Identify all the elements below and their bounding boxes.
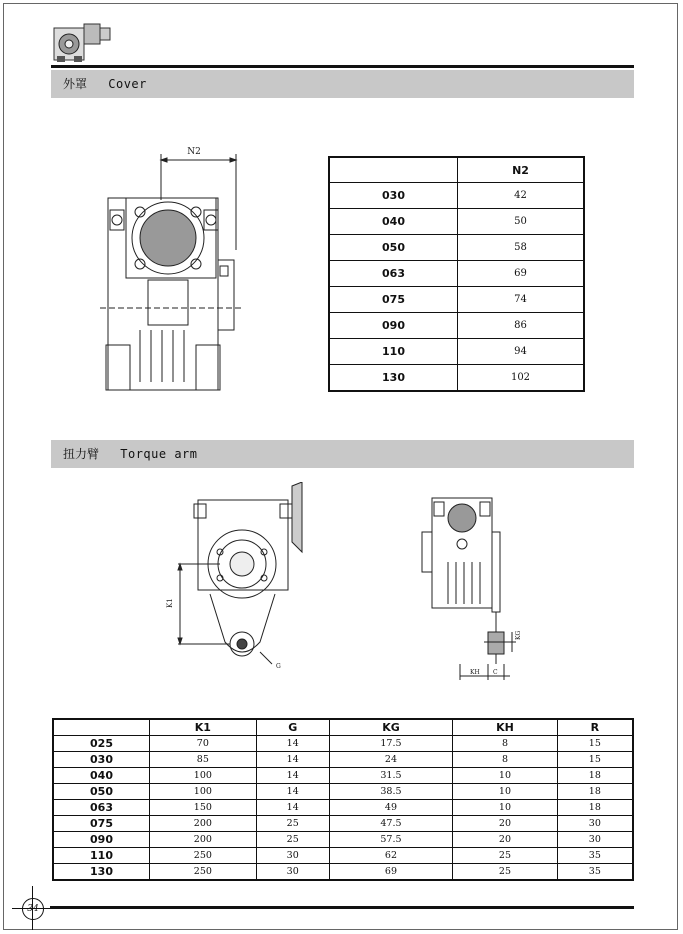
table-row [53,864,633,881]
section-title-zh: 外罩 [63,77,88,91]
value-cell: 20 [453,832,557,848]
value-cell: 35 [557,864,633,881]
size-cell: 040 [53,768,150,784]
size-cell: 090 [53,832,150,848]
value-cell: 49 [329,800,453,816]
top-rule [51,65,634,68]
size-cell: 063 [329,261,458,287]
value-cell: 50 [458,209,585,235]
size-cell: 110 [329,339,458,365]
value-cell: 70 [150,736,257,752]
table-row [53,848,633,864]
value-cell: 20 [453,816,557,832]
value-cell: 10 [453,768,557,784]
header-cell [329,157,458,183]
value-cell: 31.5 [329,768,453,784]
value-cell: 8 [453,736,557,752]
value-cell: 10 [453,800,557,816]
size-cell: 075 [53,816,150,832]
value-cell: 14 [256,784,329,800]
page-number: 34 [22,898,44,920]
table-row [53,752,633,768]
value-cell: 200 [150,816,257,832]
value-cell: 30 [557,816,633,832]
section-title-en: Torque arm [120,447,198,461]
value-cell: 42 [458,183,585,209]
value-cell: 250 [150,864,257,881]
value-cell: 18 [557,768,633,784]
value-cell: 69 [458,261,585,287]
header-cell: G [256,719,329,736]
value-cell: 8 [453,752,557,768]
value-cell: 38.5 [329,784,453,800]
value-cell: 25 [256,832,329,848]
table-row [53,832,633,848]
header-cell: KH [453,719,557,736]
value-cell: 86 [458,313,585,339]
value-cell: 30 [557,832,633,848]
value-cell: 58 [458,235,585,261]
header-cell: N2 [458,157,585,183]
table-row [329,209,584,235]
value-cell: 35 [557,848,633,864]
value-cell: 30 [256,848,329,864]
value-cell: 14 [256,768,329,784]
value-cell: 85 [150,752,257,768]
dim-label-g: G [276,663,281,670]
value-cell: 102 [458,365,585,392]
value-cell: 25 [256,816,329,832]
value-cell: 47.5 [329,816,453,832]
torque-arm-front-drawing [160,482,310,672]
value-cell: 94 [458,339,585,365]
size-cell: 075 [329,287,458,313]
value-cell: 62 [329,848,453,864]
value-cell: 74 [458,287,585,313]
bottom-rule [50,906,634,909]
table-row [329,183,584,209]
value-cell: 18 [557,784,633,800]
table-row [53,768,633,784]
torque-arm-table [52,718,634,881]
value-cell: 250 [150,848,257,864]
size-cell: 030 [53,752,150,768]
table-row [53,736,633,752]
value-cell: 15 [557,736,633,752]
dim-label-n2: N2 [187,147,201,157]
size-cell: 050 [329,235,458,261]
section-title-zh: 扭力臂 [63,447,100,461]
section-header-cover [51,70,634,98]
value-cell: 69 [329,864,453,881]
table-header-row [329,157,584,183]
table-row [329,365,584,392]
section-header-torque-arm [51,440,634,468]
value-cell: 15 [557,752,633,768]
cover-drawing [96,140,246,400]
section-title-en: Cover [108,77,147,91]
table-row [329,235,584,261]
value-cell: 14 [256,736,329,752]
gearbox-logo-icon [52,18,112,64]
value-cell: 14 [256,800,329,816]
value-cell: 150 [150,800,257,816]
value-cell: 25 [453,848,557,864]
dim-label-c: C [493,669,498,676]
dim-label-k1: K1 [166,598,174,608]
table-row [53,784,633,800]
dim-label-kh: KH [470,669,480,676]
table-row [329,261,584,287]
value-cell: 17.5 [329,736,453,752]
size-cell: 063 [53,800,150,816]
header-cell: KG [329,719,453,736]
value-cell: 200 [150,832,257,848]
size-cell: 040 [329,209,458,235]
cover-n2-table [328,156,585,392]
header-cell: R [557,719,633,736]
value-cell: 100 [150,784,257,800]
table-row [53,816,633,832]
size-cell: 130 [53,864,150,881]
table-row [329,313,584,339]
value-cell: 25 [453,864,557,881]
table-row [329,287,584,313]
value-cell: 30 [256,864,329,881]
header-cell: K1 [150,719,257,736]
value-cell: 24 [329,752,453,768]
table-row [329,339,584,365]
size-cell: 025 [53,736,150,752]
value-cell: 14 [256,752,329,768]
header-cell [53,719,150,736]
size-cell: 090 [329,313,458,339]
value-cell: 18 [557,800,633,816]
table-header-row [53,719,633,736]
table-row [53,800,633,816]
value-cell: 10 [453,784,557,800]
dim-label-kg: KG [515,630,522,640]
size-cell: 130 [329,365,458,392]
torque-arm-side-drawing [420,492,530,687]
size-cell: 030 [329,183,458,209]
value-cell: 57.5 [329,832,453,848]
size-cell: 050 [53,784,150,800]
size-cell: 110 [53,848,150,864]
value-cell: 100 [150,768,257,784]
